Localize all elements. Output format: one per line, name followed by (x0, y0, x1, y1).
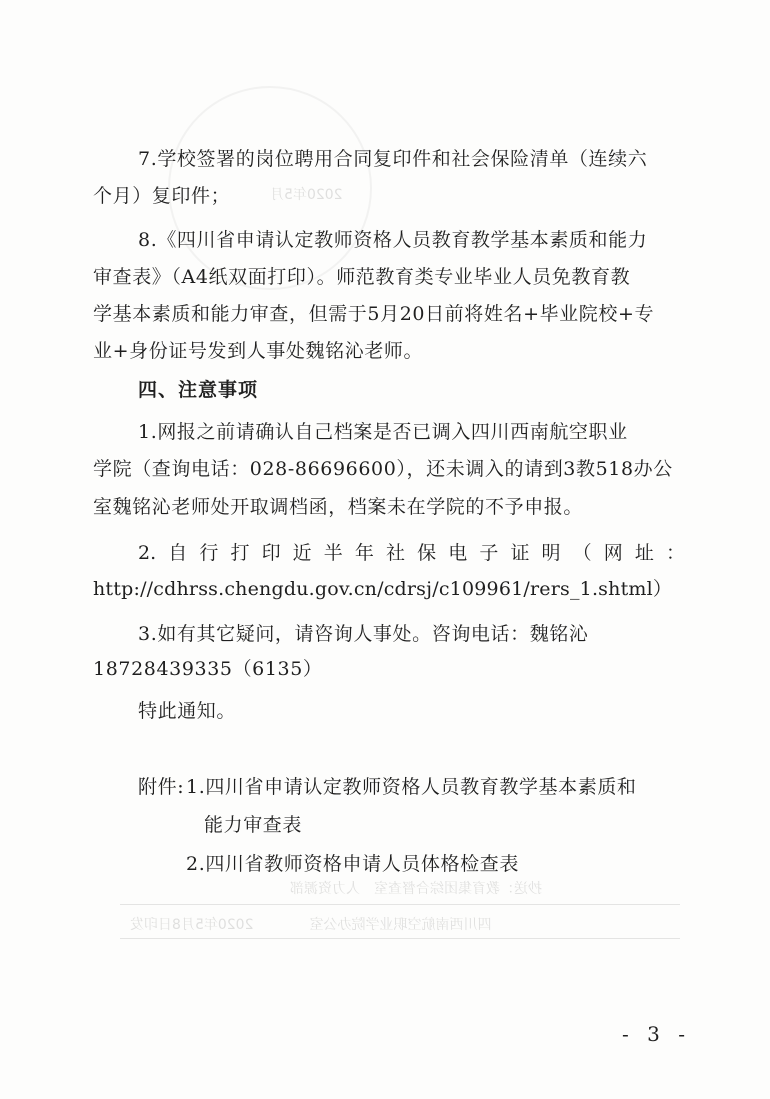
note3-line1: 3.如有其它疑问，请咨询人事处。咨询电话：魏铭沁 (138, 623, 589, 645)
note2-part: 行 (199, 542, 219, 564)
item8-line2: 审查表》（A4纸双面打印）。师范教育类专业毕业人员免教育教 (93, 266, 631, 288)
note2-part: 保 (417, 542, 437, 564)
note2-part: 2. (138, 542, 157, 564)
bleed-through-mark: 2020年5月 (270, 187, 343, 203)
note2-line1 (138, 540, 685, 566)
note2-part: 址 (634, 542, 654, 564)
note2-part: 年 (354, 542, 374, 564)
note3-line2: 18728439335（6135） (93, 658, 323, 680)
bleed-through-mark: 抄送：教育集团综合督查室 人力资源部 (290, 881, 542, 897)
note2-part: 打 (230, 542, 250, 564)
item7-line2: 个月）复印件； (93, 185, 231, 207)
bleed-through-mark: 四川西南航空职业学院办公室 2020年5月8日印发 (130, 917, 492, 933)
note2-part: 社 (386, 542, 406, 564)
attachments-label: 附件: (138, 776, 185, 798)
page-number: - 3 - (622, 1022, 691, 1046)
item7-line1: 7.学校签署的岗位聘用合同复印件和社会保险清单（连续六 (138, 148, 648, 170)
note1-line2: 学院（查询电话：028-86696600），还未调入的请到3教518办公 (93, 458, 673, 480)
bleed-through-rule (120, 938, 680, 939)
attachment-item2: 2.四川省教师资格申请人员体格检查表 (186, 853, 519, 875)
note2-part: （ (572, 542, 592, 564)
note2-part: 明 (541, 542, 561, 564)
item8-line3: 学基本素质和能力审查，但需于5月20日前将姓名+毕业院校+专 (93, 303, 655, 325)
note2-part: ： (665, 542, 685, 564)
section-heading: 四、注意事项 (138, 379, 259, 401)
note2-url-line: http://cdhrss.chengdu.gov.cn/cdrsj/c109961/rers_1.shtml） (93, 578, 673, 600)
note1-line3: 室魏铭沁老师处开取调档函，档案未在学院的不予申报。 (93, 496, 584, 518)
bleed-through-rule (120, 904, 680, 905)
attachment-item1-line1: 1.四川省申请认定教师资格人员教育教学基本素质和 (186, 776, 637, 798)
note2-part: 近 (292, 542, 312, 564)
note2-part: 印 (261, 542, 281, 564)
attachment-item1-line2: 能力审查表 (204, 814, 303, 836)
item8-line4: 业+身份证号发到人事处魏铭沁老师。 (93, 340, 424, 362)
closing-text: 特此通知。 (138, 700, 237, 722)
note2-part: 子 (479, 542, 499, 564)
note1-line1: 1.网报之前请确认自己档案是否已调入四川西南航空职业 (138, 421, 628, 443)
note2-part: 电 (448, 542, 468, 564)
note2-part: 证 (510, 542, 530, 564)
note2-part: 网 (603, 542, 623, 564)
note2-part: 自 (168, 542, 188, 564)
item8-line1: 8.《四川省申请认定教师资格人员教育教学基本素质和能力 (138, 229, 648, 251)
note2-part: 半 (323, 542, 343, 564)
